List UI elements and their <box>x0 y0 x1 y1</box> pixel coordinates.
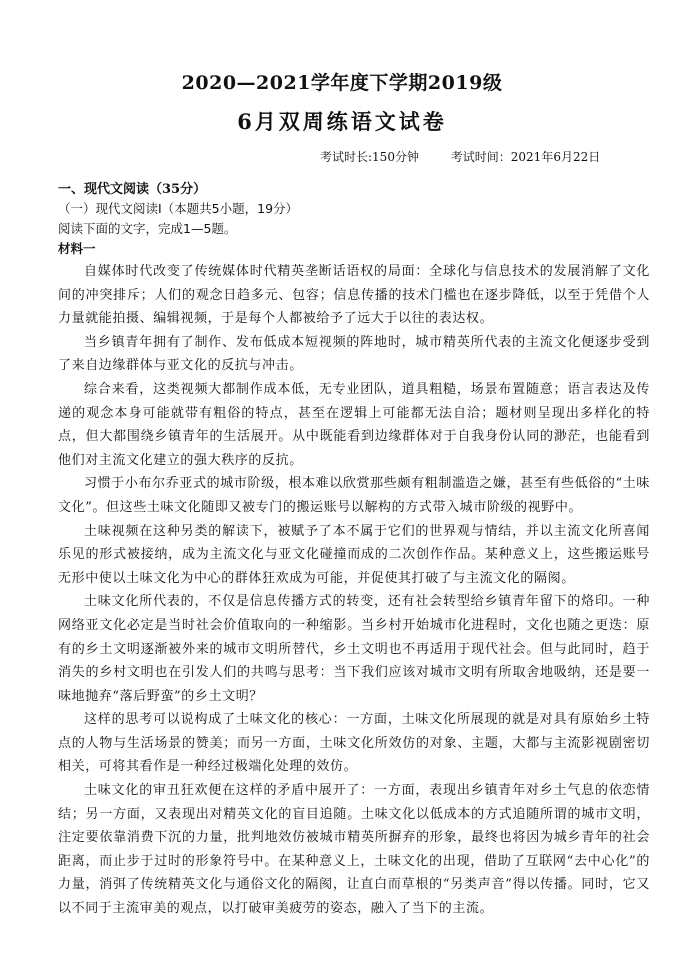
paragraph: 当乡镇青年拥有了制作、发布低成本短视频的阵地时，城市精英所代表的主流文化便逐步受到了来自边缘群体与亚文化的反抗与冲击。 <box>58 334 650 374</box>
reading-instruction: 阅读下面的文字，完成1—5题。 <box>58 221 237 236</box>
paragraph: 土味文化的审丑狂欢便在这样的矛盾中展开了：一方面，表现出乡镇青年对乡土气息的依恋情结；另一方面，又表现出对精英文化的盲目追随。土味文化以低成本的方式追随所谓的城市文明，注定要依靠消费下沉的力量，批判地效仿被城市精英所摒弃的形象，最终也将因为城乡青年的社会距离，而止步于过时的形象符号中。在某种意义上，土味文化的出现，借助了互联网“去中心化”的力量，消弭了传统精英文化与通俗文化的隔阂，让直白而草根的“另类声音”得以传播。同时，它又以不同于主流审美的观点，以打破审美疲劳的姿态，融入了当下的主流。 <box>58 783 650 917</box>
section-heading: 一、现代文阅读（35分） <box>58 182 207 197</box>
paragraph: 土味文化所代表的，不仅是信息传播方式的转变，还有社会转型给乡镇青年留下的烙印。一种网络亚文化必定是当时社会价值取向的一种缩影。当乡村开始城市化进程时，文化也随之更迭：原有的乡土文明逐渐被外来的城市文明所替代，乡土文明也不再适用于现代社会。但与此同时，趋于消失的乡村文明也在引发人们的共鸣与思考：当下我们应该对城市文明有所取舍地吸纳，还是要一味地抛弃“落后野蛮”的乡土文明？ <box>58 594 650 704</box>
paragraph: 习惯于小布尔乔亚式的城市阶级，根本难以欣赏那些颇有粗制滥造之嫌，甚至有些低俗的“土味文化”。但这些土味文化随即又被专门的搬运账号以解构的方式带入城市阶级的视野中。 <box>58 476 650 515</box>
paragraph: 这样的思考可以说构成了土味文化的核心：一方面，土味文化所展现的就是对具有原始乡土特点的人物与生活场景的赞美；而另一方面，土味文化所效仿的对象、主题，大都与主流影视剧密切相关，可将其看作是一种经过极端化处理的效仿。 <box>58 712 650 775</box>
exam-date: 考试时间：2021年6月22日 <box>450 150 601 164</box>
exam-title-line1: 2020—2021学年度下学期2019级 <box>181 72 503 94</box>
paragraph: 自媒体时代改变了传统媒体时代精英垄断话语权的局面：全球化与信息技术的发展消解了文化间的冲突排斥；人们的观念日趋多元、包容；信息传播的技术门槛也在逐步降低，以至于凭借个人力量就能拍摄、编辑视频，于是每个人都被给予了远大于以往的表达权。 <box>58 264 650 327</box>
exam-title-line2: 6月双周练语文试卷 <box>237 109 447 134</box>
reading-passage <box>58 260 650 921</box>
exam-duration: 考试时长:150分钟 <box>320 150 419 164</box>
section-subheading: （一）现代文阅读Ⅰ（本题共5小题，19分） <box>58 201 299 216</box>
material-label: 材料一 <box>58 241 96 256</box>
exam-info <box>320 148 600 165</box>
paragraph: 土味视频在这种另类的解读下，被赋予了本不属于它们的世界观与情结，并以主流文化所喜闻乐见的形式被接纳，成为主流文化与亚文化碰撞而成的二次创作作品。某种意义上，这些搬运账号无形中使以土味文化为中心的群体狂欢成为可能，并促使其打破了与主流文化的隔阂。 <box>58 523 650 586</box>
paragraph: 综合来看，这类视频大都制作成本低，无专业团队，道具粗糙，场景布置随意；语言表达及传递的观念本身可能就带有粗俗的特点，甚至在逻辑上可能都无法自洽；题材则呈现出多样化的特点，但大都围绕乡镇青年的生活展开。从中既能看到边缘群体对于自我身份认同的渺茫，也能看到他们对主流文化建立的强大秩序的反抗。 <box>58 381 650 468</box>
